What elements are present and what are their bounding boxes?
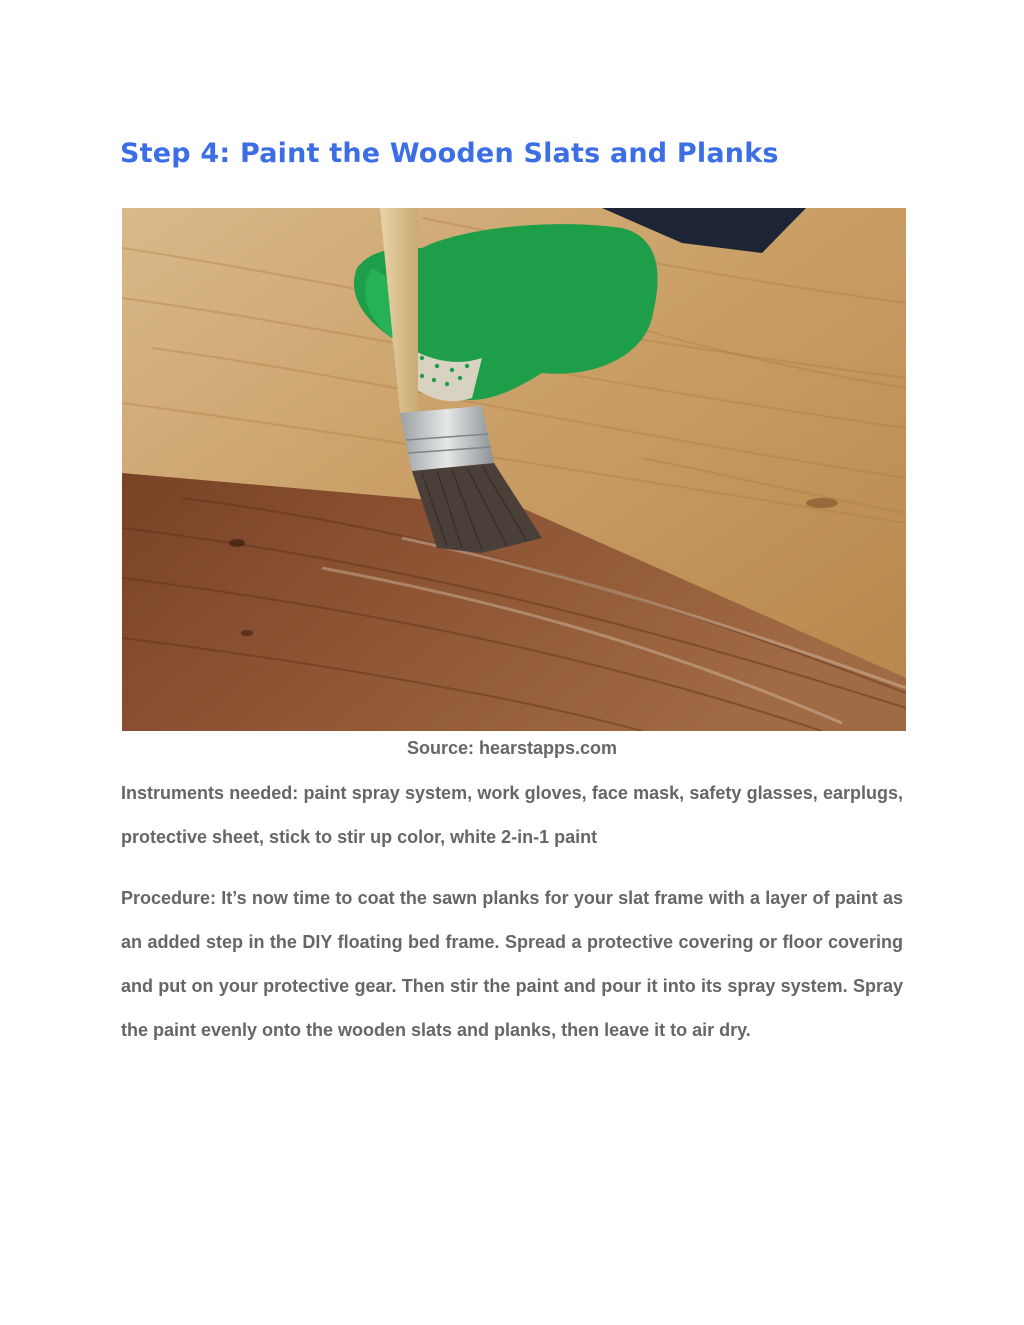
page-title: Step 4: Paint the Wooden Slats and Planks	[120, 138, 779, 169]
painting-illustration	[122, 208, 906, 731]
instruments-paragraph: Instruments needed: paint spray system, work gloves, face mask, safety glasses, earplugs, protective sheet, stick to stir up color, white 2-in-1 paint	[121, 783, 903, 847]
procedure-paragraph: Procedure: It’s now time to coat the sawn planks for your slat frame with a layer of paint as an added step in the DIY floating bed frame. Spread a protective covering or floor covering and put on your protective gear. Then stir the paint and pour it into its spray system. Spray the paint evenly onto the wooden slats and planks, then leave it to air dry.	[121, 888, 903, 1040]
image-source-caption: Source: hearstapps.com	[406, 738, 618, 758]
painting-photo	[122, 208, 906, 731]
